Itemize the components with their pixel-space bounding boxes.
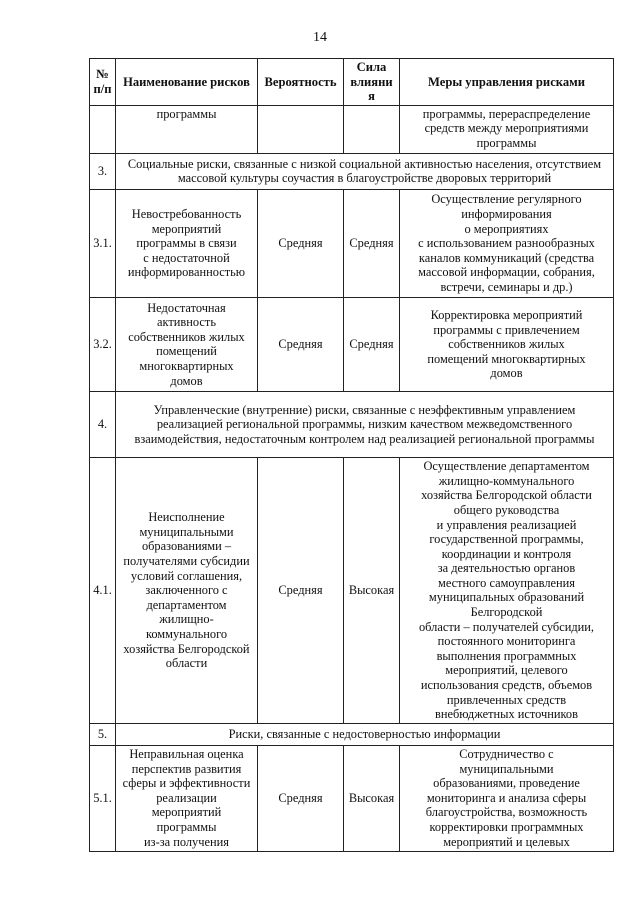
cell-group-title: Управленческие (внутренние) риски, связанные с неэффективным управлением реализацией региональной программы, низким качеством межведомственного взаимодействия, недостаточным контролем над реализацией региональной программы <box>116 391 614 457</box>
cell-measures: Сотрудничество с муниципальными образованиями, проведение мониторинга и анализа сферы благоустройства, возможность корректировки программных мероприятий и целевых <box>400 745 614 851</box>
cell-measures: программы, перераспределение средств между мероприятиями программы <box>400 105 614 153</box>
cell-measures: Осуществление департаментом жилищно-коммунального хозяйства Белгородской области общего руководства и управления реализацией государственной программы, координации и контроля за деятельностью органов местного самоуправления муниципальных образований Белгородской области – получателей субсидии, постоянного мониторинга выполнения программных мероприятий, целевого использования средств, объемов привлеченных средств внебюджетных источников <box>400 457 614 723</box>
table-row-3-2 <box>90 297 614 391</box>
cell-impact <box>344 105 400 153</box>
cell-probability: Средняя <box>258 457 344 723</box>
cell-probability: Средняя <box>258 297 344 391</box>
risk-management-table <box>89 58 614 852</box>
cell-probability: Средняя <box>258 745 344 851</box>
cell-measures: Осуществление регулярного информирования о мероприятиях с использованием разнообразных каналов коммуникаций (средства массовой информации, собрания, встречи, семинары и др.) <box>400 189 614 297</box>
cell-measures: Корректировка мероприятий программы с привлечением собственников жилых помещений многоквартирных домов <box>400 297 614 391</box>
page-number: 14 <box>313 30 327 45</box>
cell-impact: Средняя <box>344 189 400 297</box>
table-row-group-3 <box>90 153 614 189</box>
table-row-group-5 <box>90 723 614 745</box>
cell-risk-name: Невостребованность мероприятий программы в связи с недостаточной информированностью <box>116 189 258 297</box>
cell-impact: Высокая <box>344 745 400 851</box>
table-row-continuation <box>90 105 614 153</box>
cell-risk-name: Недостаточная активность собственников жилых помещений многоквартирных домов <box>116 297 258 391</box>
cell-number: 3.1. <box>90 189 116 297</box>
cell-group-title: Риски, связанные с недостоверностью информации <box>116 723 614 745</box>
cell-number: 4. <box>90 391 116 457</box>
header-risk-name: Наименование рисков <box>116 59 258 106</box>
cell-number: 5. <box>90 723 116 745</box>
cell-group-title: Социальные риски, связанные с низкой социальной активностью населения, отсутствием массовой культуры соучастия в благоустройстве дворовых территорий <box>116 153 614 189</box>
cell-impact: Средняя <box>344 297 400 391</box>
cell-risk-name: Неисполнение муниципальными образованиями – получателями субсидии условий соглашения, заключенного с департаментом жилищно- коммунального хозяйства Белгородской области <box>116 457 258 723</box>
header-measures: Меры управления рисками <box>400 59 614 106</box>
cell-risk-name: программы <box>116 105 258 153</box>
header-impact: Сила влияния <box>344 59 400 106</box>
table-header-row <box>90 59 614 106</box>
cell-number: 5.1. <box>90 745 116 851</box>
cell-probability <box>258 105 344 153</box>
table-row-3-1 <box>90 189 614 297</box>
cell-number: 3.2. <box>90 297 116 391</box>
table-row-5-1 <box>90 745 614 851</box>
cell-number: 3. <box>90 153 116 189</box>
table-row-4-1 <box>90 457 614 723</box>
cell-risk-name: Неправильная оценка перспектив развития сферы и эффективности реализации мероприятий программы из-за получения <box>116 745 258 851</box>
cell-impact: Высокая <box>344 457 400 723</box>
table-row-group-4 <box>90 391 614 457</box>
cell-number: 4.1. <box>90 457 116 723</box>
header-number: № п/п <box>90 59 116 106</box>
cell-probability: Средняя <box>258 189 344 297</box>
header-probability: Вероятность <box>258 59 344 106</box>
cell-number <box>90 105 116 153</box>
